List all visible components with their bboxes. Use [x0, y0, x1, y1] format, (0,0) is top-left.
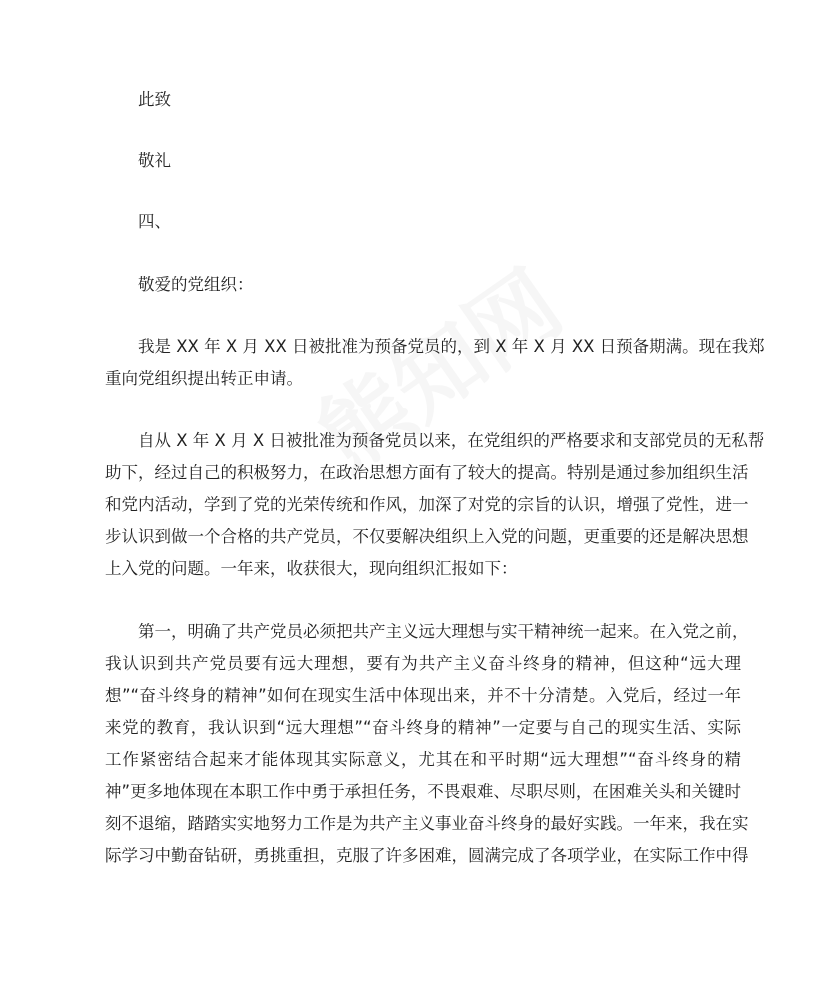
- text-line: 神”更多地体现在本职工作中勇于承担任务，不畏艰难、尽职尽则，在困难关头和关键时: [105, 782, 741, 801]
- closing-line: 此致: [138, 90, 171, 109]
- text-line: 重向党组织提出转正申请。: [105, 369, 303, 388]
- text-line: 上入党的问题。一年来，收获很大，现向组织汇报如下：: [105, 559, 518, 578]
- text-line: 第一，明确了共产党员必须把共产主义远大理想与实干精神统一起来。在入党之前，: [138, 622, 749, 641]
- text-line: 我是 XX 年 X 月 XX 日被批准为预备党员的，到 X 年 X 月 XX 日预备期满。现在我郑: [138, 337, 765, 356]
- text-line: 想”“奋斗终身的精神”如何在现实生活中体现出来，并不十分清楚。入党后，经过一年: [105, 686, 741, 705]
- paragraph-2: [105, 425, 765, 585]
- salutation: 敬爱的党组织：: [138, 275, 254, 294]
- paragraph-3: [105, 616, 749, 872]
- closing-line: 敬礼: [138, 151, 171, 170]
- text-line: 刻不退缩，踏踏实实地努力工作是为共产主义事业奋斗终身的最好实践。一年来，我在实: [105, 814, 749, 833]
- text-line: 和党内活动，学到了党的光荣传统和作风，加深了对党的宗旨的认识，增强了党性，进一: [105, 495, 749, 514]
- paragraph-1: [105, 331, 765, 395]
- text-line: 际学习中勤奋钻研，勇挑重担，克服了许多困难，圆满完成了各项学业，在实际工作中得: [105, 846, 749, 865]
- text-line: 来党的教育，我认识到“远大理想”“奋斗终身的精神”一定要与自己的现实生活、实际: [105, 718, 741, 737]
- text-line: 我认识到共产党员要有远大理想，要有为共产主义奋斗终身的精神，但这种“远大理: [105, 654, 741, 673]
- section-heading: 四、: [138, 212, 171, 231]
- text-line: 助下，经过自己的积极努力，在政治思想方面有了较大的提高。特别是通过参加组织生活: [105, 463, 749, 482]
- text-line: 工作紧密结合起来才能体现其实际意义，尤其在和平时期“远大理想”“奋斗终身的精: [105, 750, 741, 769]
- text-line: 自从 X 年 X 月 X 日被批准为预备党员以来，在党组织的严格要求和支部党员的无私帮: [138, 431, 765, 450]
- text-line: 步认识到做一个合格的共产党员，不仅要解决组织上入党的问题，更重要的还是解决思想: [105, 527, 749, 546]
